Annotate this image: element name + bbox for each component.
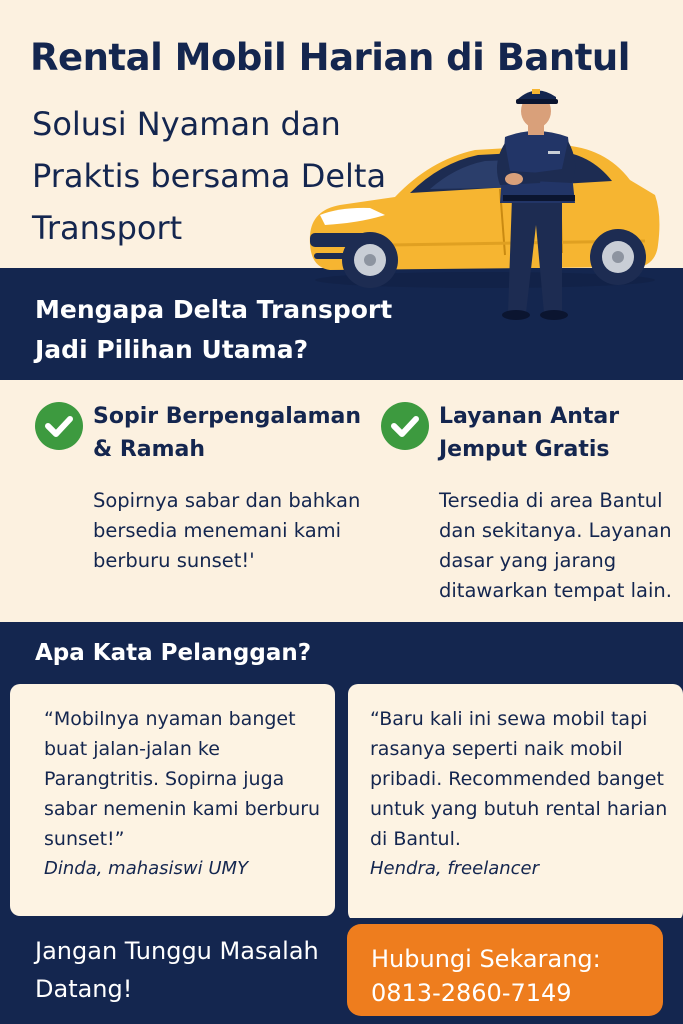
feature-title: Sopir Berpengalaman & Ramah <box>93 404 362 462</box>
testimonial-author: Hendra, freelancer <box>370 858 540 879</box>
check-icon <box>381 402 429 450</box>
contact-button-label: Hubungi Sekarang: <box>371 945 601 973</box>
testimonial-quote: “Mobilnya nyaman banget buat jalan-jalan ke Parangtritis. Sopirna juga sabar nemenin kami berburu sunset!” <box>44 708 321 850</box>
testimonial-quote: “Baru kali ini sewa mobil tapi rasanya seperti naik mobil pribadi. Recommended banget untuk yang butuh rental harian di Bantul. <box>370 708 668 850</box>
contact-phone: 0813-2860-7149 <box>371 979 572 1007</box>
feature-title: Layanan Antar Jemput Gratis <box>439 404 620 462</box>
cta-section <box>0 918 683 1024</box>
cta-text: Jangan Tunggu Masalah Datang! <box>35 937 319 1003</box>
features-section <box>0 380 683 622</box>
check-icon <box>35 402 83 450</box>
testimonials-heading: Apa Kata Pelanggan? <box>35 640 312 666</box>
feature-desc: Sopirnya sabar dan bahkan bersedia menemani kami berburu sunset!' <box>93 489 361 572</box>
testimonial-card <box>10 684 335 916</box>
testimonial-author: Dinda, mahasiswi UMY <box>44 858 249 879</box>
testimonials-section <box>0 622 683 918</box>
contact-button[interactable] <box>347 924 663 1016</box>
why-title: Mengapa Delta Transport Jadi Pilihan Utama? <box>35 295 393 364</box>
feature-desc: Tersedia di area Bantul dan sekitanya. Layanan dasar yang jarang ditawarkan tempat lain. <box>439 489 672 602</box>
car-driver-illustration <box>300 85 683 320</box>
hero-title: Rental Mobil Harian di Bantul <box>30 36 630 79</box>
testimonial-card <box>348 684 683 922</box>
car-icon <box>310 145 660 288</box>
hero-subtitle: Solusi Nyaman dan Praktis bersama Delta Transport <box>32 105 387 247</box>
